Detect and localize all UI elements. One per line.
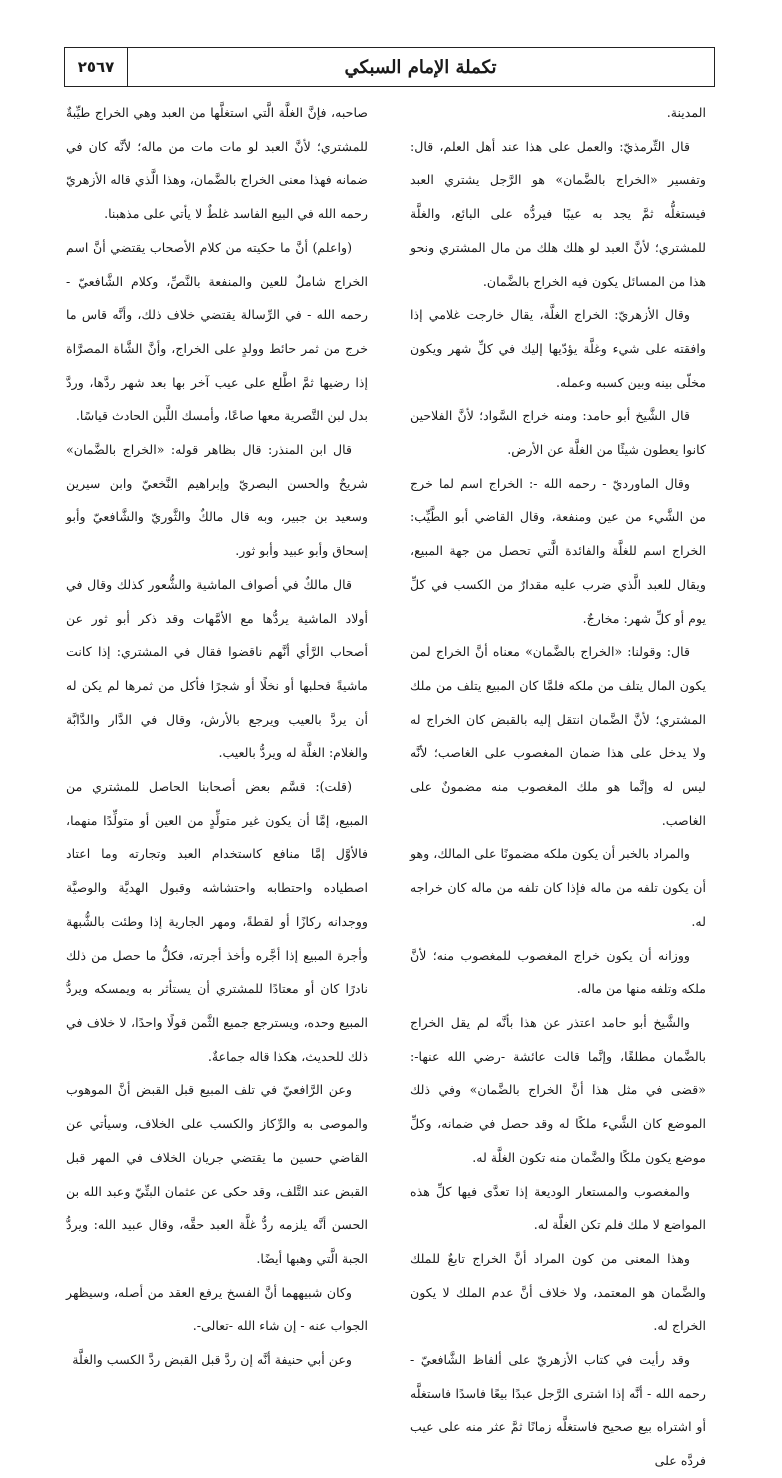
paragraph: وقال الماورديّ - رحمه الله -: الخراج اسم لما خرج من الشَّيء من عين ومنفعة، وقال القاضي أبو الطَّيِّب: الخراج اسم للغلَّة والفائدة الَّتي تحصل من جهة المبيع، ويقال للعبد الَّذي ضرب عليه مقدارٌ من الكسب في كلِّ يوم أو كلِّ شهر: مخارجٌ. bbox=[410, 475, 706, 626]
paragraph: والمراد بالخبر أن يكون ملكه مضمونًا على المالك، وهو أن يكون تلفه من ماله فإذا كان تلفه من ماله كان خراجه له. bbox=[410, 846, 706, 929]
paragraph: وقد رأيت في كتاب الأزهريّ على ألفاظ الشَّافعيّ - رحمه الله - أنَّه إذا اشترى الرَّجل عبدًا بيعًا فاسدًا فاستغلَّه أو اشتراه بيع صحيح فاستغلَّه زمانًا ثمَّ عثر منه على عيب فردَّه على bbox=[410, 1352, 706, 1469]
right-text-column bbox=[410, 96, 706, 1469]
paragraph: وعن الرَّافعيّ في تلف المبيع قبل القبض أنَّ الموهوب والموصى به والرِّكاز والكسب على الخلاف، وسيأتي عن القاضي حسين ما يقتضي جريان الخلاف في المهر قبل القبض عند التَّلف، وقد حكى عن عثمان البتِّيّ وعبد الله بن الحسن أنَّه يلزمه ردُّ غلَّة العبد حقَّه، وقال عبيد الله: ويردُّ الجبة الَّتي وهبها أيضًا. bbox=[66, 1082, 368, 1266]
paragraph: وهذا المعنى من كون المراد أنَّ الخراج تابعٌ للملك والضَّمان هو المعتمد، ولا خلاف أنَّ عدم الملك لا يكون الخراج له. bbox=[410, 1250, 706, 1334]
header-frame bbox=[64, 47, 715, 87]
paragraph: قال مالكٌ في أصواف الماشية والشُّعور كذلك وقال في أولاد الماشية يردُّها مع الأمَّهات وقد ذكر أبو ثور عن أصحاب الرَّأي أنَّهم ناقضوا فقال في المشتري: إذا كانت ماشيةً فحلبها أو نخلًا أو شجرًا فأكل من ثمرها لم يكن له أن يردَّ بالعيب ويرجع بالأرش، وقال في الدَّار والدَّابَّة والغلام: الغلَّة له ويردُّ بالعيب. bbox=[66, 576, 368, 761]
paragraph: قال: وقولنا: «الخراج بالضَّمان» معناه أنَّ الخراج لمن يكون المال يتلف من ملكه فلمَّا كان المبيع يتلف من ملك المشتري؛ لأنَّ الضَّمان انتقل إليه بالقبض كان الخراج له ولا يدخل على هذا ضمان المغصوب على الغاصب؛ لأنَّه ليس له وإنَّما هو ملك المغصوب منه مضمونٌ على الغاصب. bbox=[410, 644, 706, 828]
paragraph: وعن أبي حنيفة أنَّه إن ردَّ قبل القبض ردَّ الكسب والغلَّة bbox=[72, 1352, 352, 1368]
paragraph: ووزانه أن يكون خراج المغصوب للمغصوب منه؛ لأنَّ ملكه وتلفه منها من ماله. bbox=[410, 947, 706, 997]
left-text-column bbox=[66, 96, 369, 1368]
paragraph: وكان شبيههما أنَّ الفسخ يرفع العقد من أصله، وسيظهر الجواب عنه - إن شاء الله -تعالى-. bbox=[66, 1284, 368, 1334]
page-number: ٢٥٦٧ bbox=[77, 58, 115, 76]
paragraph: وقال الأزهريّ: الخراج الغلَّة، يقال خارجت غلامي إذا وافقته على شيء وغلَّة يؤدّيها إليك في كلِّ شهر ويكون مخلّى بينه وبين كسبه وعمله. bbox=[410, 307, 706, 390]
paragraph: قال ابن المنذر: قال بظاهر قوله: «الخراج بالضَّمان» شريحٌ والحسن البصريّ وإبراهيم النَّخعيّ وابن سيرين وسعيد بن جبير، وبه قال مالكٌ والثَّوريّ والشَّافعيّ وأبو إسحاق وأبو عبيد وأبو ثور. bbox=[66, 442, 368, 559]
paragraph: المدينة. bbox=[666, 105, 706, 120]
paragraph: قال الشَّيخ أبو حامد: ومنه خراج السَّواد؛ لأنَّ الفلاحين كانوا يعطون شيئًا من الغلَّة عن الأرض. bbox=[410, 408, 706, 458]
paragraph: والمغصوب والمستعار الوديعة إذا تعدَّى فيها كلِّ هذه المواضع لا ملك فلم تكن الغلَّة له. bbox=[410, 1183, 706, 1233]
paragraph: (واعلم) أنَّ ما حكيته من كلام الأصحاب يقتضي أنَّ اسم الخراج شاملٌ للعين والمنفعة بالنَّصِّ، وكلام الشَّافعيّ - رحمه الله - في الرِّسالة يقتضي خلاف ذلك، وأنَّه قاس ما خرج من ثمر حائط وولدٍ على الخراج، وأنَّ الشَّاة المصرَّاة إذا رضيها ثمَّ اطَّلع على عيب آخر بها بعد شهر ردَّها، وردَّ بدل لبن التَّصرية معها صاعًا، وأمسك اللَّبن الحادث قياسًا. bbox=[66, 239, 368, 424]
book-title: تكملة الإمام السبكي bbox=[344, 56, 497, 78]
paragraph: والشَّيخ أبو حامد اعتذر عن هذا بأنَّه لم يقل الخراج بالضَّمان مطلقًا، وإنَّما قالت عائشة -رضي الله عنها-: «قضى في مثل هذا أنَّ الخراج بالضَّمان» وفي ذلك الموضع كان الشَّيء ملكًا له وقد حصل في ضمانه، وكلِّ موضع يكون ملكًا والضَّمان منه تكون الغلَّة له. bbox=[410, 1014, 706, 1165]
paragraph: قال التِّرمذيّ: والعمل على هذا عند أهل العلم، قال: وتفسير «الخراج بالضَّمان» هو الرَّجل يشتري العبد فيستغلُّه ثمَّ يجد به عيبًا فيردُّه على البائع، والغلَّة للمشتري؛ لأنَّ العبد لو هلك هلك من مال المشتري ونحو هذا من المسائل يكون فيه الخراج بالضَّمان. bbox=[410, 138, 706, 289]
paragraph: صاحبه، فإنَّ الغلَّة الَّتي استغلَّها من العبد وهي الخراج طيِّبةٌ للمشتري؛ لأنَّ العبد لو مات مات من ماله؛ لأنَّه كان في ضمانه فهذا معنى الخراج بالضَّمان، وهذا الَّذي قاله الأزهريّ رحمه الله في البيع الفاسد غلطٌ لا يأتي على مذهبنا. bbox=[66, 105, 368, 222]
paragraph: (قلت): قسَّم بعض أصحابنا الحاصل للمشتري من المبيع، إمَّا أن يكون غير متولِّدٍ من العين أو متولِّدًا منهما، فالأوَّل إمَّا منافع كاستخدام العبد وتجارته وما اعتاد اصطياده واحتطابه واحتشاشه وقبول الهديَّة والوصيَّة ووجدانه ركازًا أو لقطةً، ومهر الجارية إذا وطئت بالشُّبهة وأجرة المبيع إذا أجَّره وأخذ أجرته، فكلُّ ما حصل من ذلك نادرًا كان أو معتادًا للمشتري أن يستأثر به ويمسكه ويردُّ المبيع وحده، ويسترجع جميع الثَّمن قولًا واحدًا، لا خلاف في ذلك للحديث، هكذا قاله جماعةٌ. bbox=[66, 779, 369, 1064]
